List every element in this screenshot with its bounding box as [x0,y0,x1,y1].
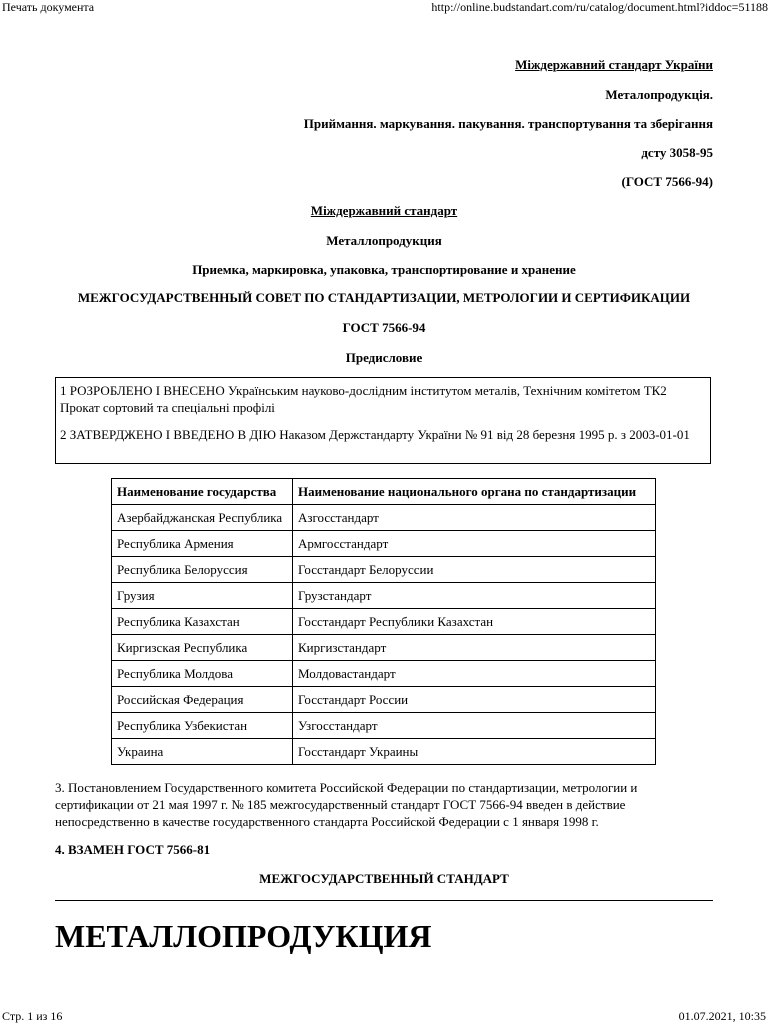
state-cell: Российская Федерация [112,687,293,713]
state-cell: Республика Казахстан [112,609,293,635]
table-row [112,635,656,661]
ua-gost-heading: (ГОСТ 7566-94) [621,174,713,189]
print-header-title: Печать документа [2,0,95,14]
state-cell: Киргизская Республика [112,635,293,661]
ru-product-heading: Металлопродукция [326,233,442,248]
ua-subject-heading: Приймання. маркування. пакування. транспортування та зберігання [303,116,713,131]
state-cell: Республика Узбекистан [112,713,293,739]
paragraph-3 [55,779,735,830]
table-row [112,505,656,531]
document-title: МЕТАЛЛОПРОДУКЦИЯ [55,918,432,954]
state-cell: Республика Белоруссия [112,557,293,583]
state-cell: Азербайджанская Республика [112,505,293,531]
preface-box [55,377,711,464]
divider-rule [55,900,713,901]
body-cell: Госстандарт Украины [293,739,656,765]
body-cell: Молдовастандарт [293,661,656,687]
state-cell: Грузия [112,583,293,609]
print-timestamp: 01.07.2021, 10:35 [678,1009,766,1023]
council-heading: МЕЖГОСУДАРСТВЕННЫЙ СОВЕТ ПО СТАНДАРТИЗАЦИИ, МЕТРОЛОГИИ И СЕРТИФИКАЦИИ [77,290,691,305]
body-cell: Азгосстандарт [293,505,656,531]
ua-product-heading: Металопродукція. [605,87,713,102]
state-cell: Республика Армения [112,531,293,557]
table-row [112,687,656,713]
body-cell: Киргизстандарт [293,635,656,661]
preface-item-2: 2 ЗАТВЕРДЖЕНО І ВВЕДЕНО В ДІЮ Наказом Держстандарту України № 91 від 28 березня 1995 р. з 2003-01-01 [60,427,690,442]
table-header-row [112,479,656,505]
body-cell: Армгосстандарт [293,531,656,557]
body-cell: Госстандарт Белоруссии [293,557,656,583]
header-national-body: Наименование национального органа по стандартизации [293,479,656,505]
table-row [112,661,656,687]
interstate-standard-heading: МЕЖГОСУДАРСТВЕННЫЙ СТАНДАРТ [259,871,509,886]
body-cell: Грузстандарт [293,583,656,609]
table-row [112,583,656,609]
body-cell: Госстандарт России [293,687,656,713]
state-cell: Украина [112,739,293,765]
body-cell: Госстандарт Республики Казахстан [293,609,656,635]
body-cell: Узгосстандарт [293,713,656,739]
table-row [112,713,656,739]
header-state: Наименование государства [112,479,293,505]
gost-heading: ГОСТ 7566-94 [342,320,426,335]
table-row [112,739,656,765]
paragraph-3-line: сертификации от 21 мая 1997 г. № 185 межгосударственный стандарт ГОСТ 7566-94 введен в действие [55,797,626,812]
replaces-line: 4. ВЗАМЕН ГОСТ 7566-81 [55,842,211,857]
state-cell: Республика Молдова [112,661,293,687]
ru-standard-heading-text: Міждержавний стандарт [310,203,458,218]
table-row [112,609,656,635]
print-header-url: http://online.budstandart.com/ru/catalog/document.html?iddoc=51188 [431,0,768,14]
paragraph-3-line: 3. Постановлением Государственного комитета Российской Федерации по стандартизации, метрологии и [55,780,638,795]
ru-subject-heading: Приемка, маркировка, упаковка, транспортирование и хранение [192,262,576,277]
table-row [112,557,656,583]
table-row [112,531,656,557]
ua-standard-heading: Міждержавний стандарт України [515,57,713,72]
paragraph-3-line: непосредственно в качестве государственного стандарта Российской Федерации с 1 января 1998 г. [55,814,599,829]
ru-standard-heading [0,203,768,219]
preface-item-1: 1 РОЗРОБЛЕНО І ВНЕСЕНО Українським науково-дослідним інститутом металів, Технічним комітетом ТК2 Прокат сортовий та спеціальні профілі [60,383,667,415]
page-counter: Стр. 1 из 16 [2,1009,63,1023]
ua-code-heading: дсту 3058-95 [641,145,713,160]
preface-heading: Предисловие [345,350,423,365]
states-table [111,478,656,765]
